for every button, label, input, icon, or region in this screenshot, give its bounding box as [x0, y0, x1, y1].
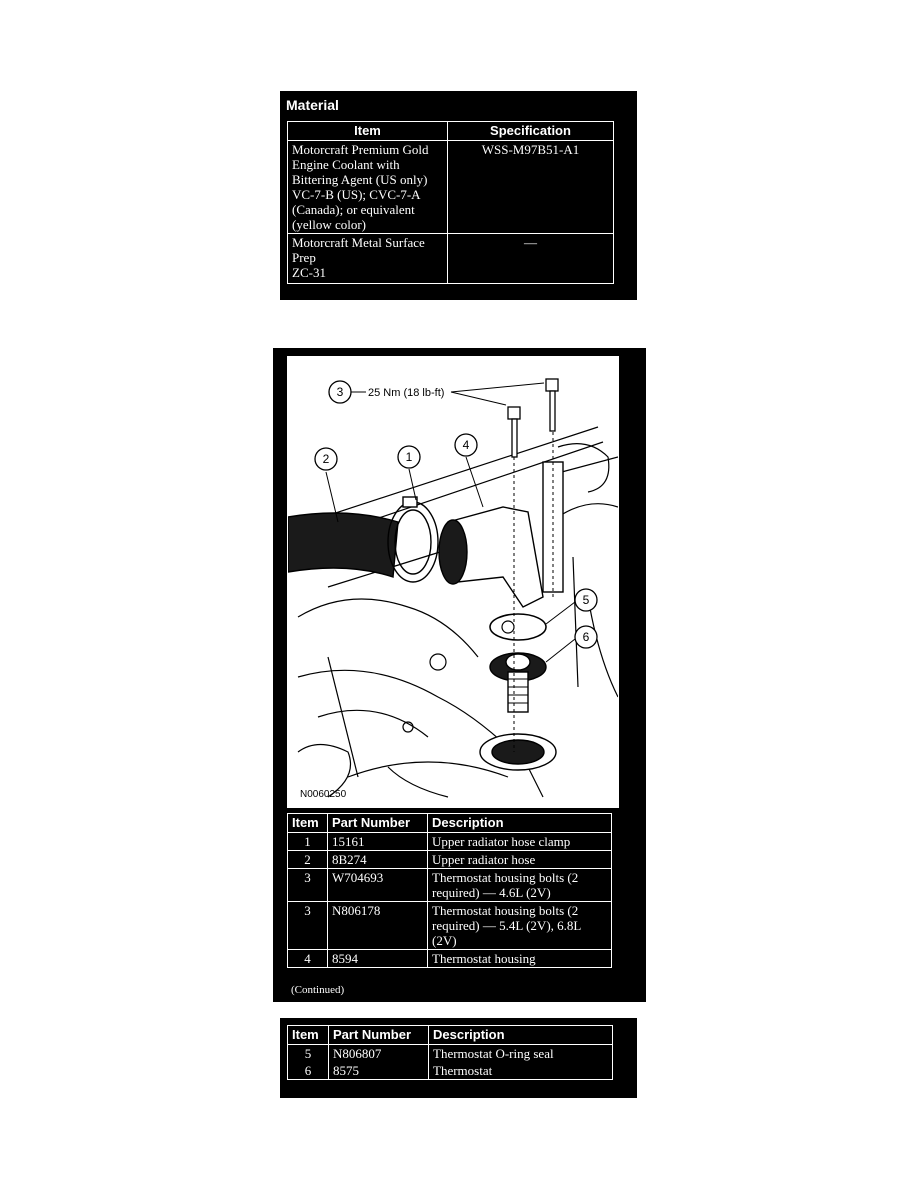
callout-label: 6	[582, 630, 590, 644]
part-item: 6	[288, 1062, 329, 1080]
engine-port	[480, 734, 556, 770]
continued-label: (Continued)	[291, 984, 345, 996]
radiator-hose	[288, 513, 398, 577]
callout-label: 3	[336, 385, 344, 399]
part-number: 8B274	[328, 851, 428, 869]
material-item-line: Engine Coolant with	[292, 157, 400, 172]
description-line: (2V)	[432, 933, 457, 948]
part-number: W704693	[328, 869, 428, 902]
material-heading: Material	[286, 97, 339, 113]
part-number: 8575	[329, 1062, 429, 1080]
part-number: 15161	[328, 833, 428, 851]
parts-continuation-panel	[280, 1018, 637, 1098]
thermostat	[490, 653, 546, 712]
part-description: Thermostat housing	[428, 950, 612, 968]
description-line: required) — 5.4L (2V), 6.8L	[432, 918, 582, 933]
part-item: 5	[288, 1045, 329, 1063]
parts-col-item: Item	[288, 814, 328, 833]
table-row	[288, 833, 612, 851]
parts-col-description: Description	[429, 1026, 613, 1045]
material-item-line: ZC-31	[292, 265, 326, 280]
callout-label: 4	[462, 438, 470, 452]
parts-col-description: Description	[428, 814, 612, 833]
table-row	[288, 851, 612, 869]
part-description	[428, 869, 612, 902]
part-number: 8594	[328, 950, 428, 968]
parts-table	[287, 1025, 613, 1080]
figure-code: N0060250	[300, 789, 347, 800]
table-row	[288, 141, 614, 234]
material-item-line: (yellow color)	[292, 217, 367, 232]
material-item-cell	[288, 141, 448, 234]
material-item-line: Motorcraft Premium Gold	[292, 142, 429, 157]
material-col-specification: Specification	[448, 122, 614, 141]
diagram-panel	[273, 348, 646, 1002]
engine-background	[298, 427, 618, 797]
part-description: Upper radiator hose	[428, 851, 612, 869]
table-row	[288, 234, 614, 284]
table-row	[288, 902, 612, 950]
description-line: Thermostat housing bolts (2	[432, 870, 579, 885]
material-item-line: Motorcraft Metal Surface	[292, 235, 425, 250]
material-item-line: Prep	[292, 250, 316, 265]
part-item: 2	[288, 851, 328, 869]
parts-col-item: Item	[288, 1026, 329, 1045]
material-spec-cell: —	[448, 234, 614, 284]
illustration-drawing	[288, 357, 618, 807]
table-row	[288, 1045, 613, 1063]
torque-callout: 25 Nm (18 lb-ft)	[368, 387, 445, 399]
part-description: Thermostat O-ring seal	[429, 1045, 613, 1063]
thermostat-illustration	[287, 356, 619, 808]
parts-col-part-number: Part Number	[329, 1026, 429, 1045]
material-item-line: Bittering Agent (US only)	[292, 172, 428, 187]
part-item: 3	[288, 869, 328, 902]
part-number: N806178	[328, 902, 428, 950]
table-row	[288, 950, 612, 968]
table-row	[288, 869, 612, 902]
material-spec-cell: WSS-M97B51-A1	[448, 141, 614, 234]
o-ring-seal	[490, 614, 546, 640]
material-table	[287, 121, 614, 284]
thermostat-housing	[439, 462, 563, 607]
parts-table	[287, 813, 612, 968]
hose-clamp	[388, 497, 438, 582]
housing-bolts	[508, 379, 558, 457]
table-row	[288, 1062, 613, 1080]
material-item-line: VC-7-B (US); CVC-7-A	[292, 187, 421, 202]
material-panel	[280, 91, 637, 300]
callout-label: 2	[322, 452, 330, 466]
parts-col-part-number: Part Number	[328, 814, 428, 833]
material-item-line: (Canada); or equivalent	[292, 202, 415, 217]
part-description	[428, 902, 612, 950]
part-description: Upper radiator hose clamp	[428, 833, 612, 851]
callout-label: 1	[405, 450, 413, 464]
callout-label: 5	[582, 593, 590, 607]
material-item-cell	[288, 234, 448, 284]
material-col-item: Item	[288, 122, 448, 141]
description-line: required) — 4.6L (2V)	[432, 885, 551, 900]
description-line: Thermostat housing bolts (2	[432, 903, 579, 918]
part-item: 4	[288, 950, 328, 968]
part-item: 1	[288, 833, 328, 851]
part-number: N806807	[329, 1045, 429, 1063]
part-description: Thermostat	[429, 1062, 613, 1080]
part-item: 3	[288, 902, 328, 950]
